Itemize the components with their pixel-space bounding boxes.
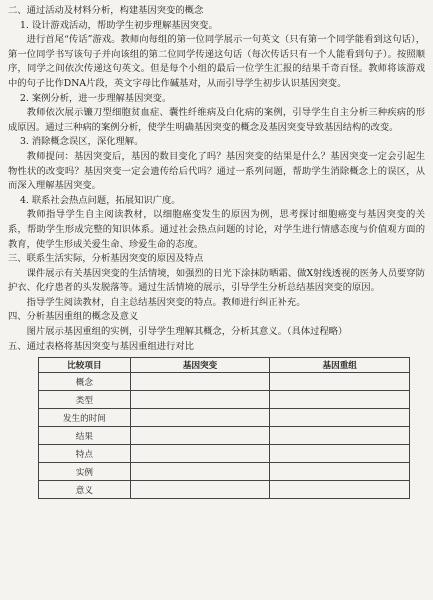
table-cell <box>130 373 270 391</box>
table-row <box>39 463 410 481</box>
table-header-cell: 比较项目 <box>39 358 131 373</box>
table-cell <box>130 427 270 445</box>
section-2-2-body: 教师依次展示镰刀型细胞贫血症、囊性纤维病及白化病的案例，引导学生自主分析三种疾病的形成原因。通过三种病的案例分析，使学生明确基因突变的概念及基因突变导致基因结构的改变。 <box>8 107 425 133</box>
table-cell <box>130 463 270 481</box>
section-2-1-heading: 1. 设计游戏活动，帮助学生初步理解基因突变。 <box>20 19 218 31</box>
row-label: 类型 <box>39 391 131 409</box>
row-label: 特点 <box>39 445 131 463</box>
table-row <box>39 481 410 499</box>
table-header-row <box>39 358 410 373</box>
table-cell <box>270 427 410 445</box>
section-2-4-heading: 4. 联系社会热点问题，拓展知识广度。 <box>20 194 181 206</box>
table-cell <box>270 373 410 391</box>
table-cell <box>270 463 410 481</box>
row-label: 概念 <box>39 373 131 391</box>
table-row <box>39 391 410 409</box>
row-label: 发生的时间 <box>39 409 131 427</box>
comparison-table <box>38 357 410 499</box>
table-cell <box>270 391 410 409</box>
section-2-3-heading: 3. 消除概念误区，深化理解。 <box>20 136 144 148</box>
table-row <box>39 445 410 463</box>
table-row <box>39 373 410 391</box>
table-row <box>39 409 410 427</box>
row-label: 结果 <box>39 427 131 445</box>
row-label: 意义 <box>39 481 131 499</box>
table-cell <box>130 409 270 427</box>
table-cell <box>270 409 410 427</box>
section-2-1-body: 进行首尾“传话”游戏。教师向每组的第一位同学展示一句英文（只有第一个同学能看到这句话），第一位同学书写该句子并向该组的第二位同学传递这句话（每次传话只有一个人能看到句子）。按照顺序，同学之间依次传递这句英文。但是每个小组的最后一位学生汇报的结果千奇百怪。教师将该游戏中的句子比作DNA片段，英文字母比作碱基对，从而引导学生初步认识基因突变。 <box>8 34 425 89</box>
section-5-heading: 五、通过表格将基因突变与基因重组进行对比 <box>8 340 194 352</box>
section-2-3-body: 教师提问：基因突变后，基因的数目变化了吗？基因突变的结果是什么？基因突变一定会引起生物性状的改变吗？基因突变一定会遗传给后代吗？通过一系列问题，帮助学生消除概念上的误区，从而深入理解基因突变。 <box>8 150 425 192</box>
table-cell <box>130 445 270 463</box>
table-cell <box>270 481 410 499</box>
table-cell <box>270 445 410 463</box>
table-cell <box>130 391 270 409</box>
section-4-body: 图片展示基因重组的实例，引导学生理解其概念，分析其意义。（具体过程略） <box>26 326 348 338</box>
section-3-body-2: 指导学生阅读教材，自主总结基因突变的特点。教师进行纠正补充。 <box>26 296 306 308</box>
section-3-heading: 三、联系生活实际，分析基因突变的原因及特点 <box>8 253 204 265</box>
section-4-heading: 四、分析基因重组的概念及意义 <box>8 311 139 323</box>
table-cell <box>130 481 270 499</box>
table-header-cell: 基因重组 <box>270 358 410 373</box>
section-2-heading: 二、通过活动及材料分析，构建基因突变的概念 <box>8 5 204 16</box>
table-header-cell: 基因突变 <box>130 358 270 373</box>
section-2-4-body: 教师指导学生自主阅读教材，以细胞癌变发生的原因为例，思考探讨细胞癌变与基因突变的关系，帮助学生形成完整的知识体系。通过社会热点问题的讨论，对学生进行情感态度与价值观方面的教育，使学生形成关爱生命、珍爱生命的态度。 <box>8 209 425 250</box>
section-2-2-heading: 2. 案例分析，进一步理解基因突变。 <box>20 92 172 104</box>
section-3-body-1: 课件展示有关基因突变的生活情境，如强烈的日光下涂抹防晒霜、做X射线透视的医务人员要穿防护衣、化疗患者的头发脱落等。通过生活情境的展示，引导学生分析总结基因突变的原因。 <box>8 267 425 294</box>
table-row <box>39 427 410 445</box>
row-label: 实例 <box>39 463 131 481</box>
